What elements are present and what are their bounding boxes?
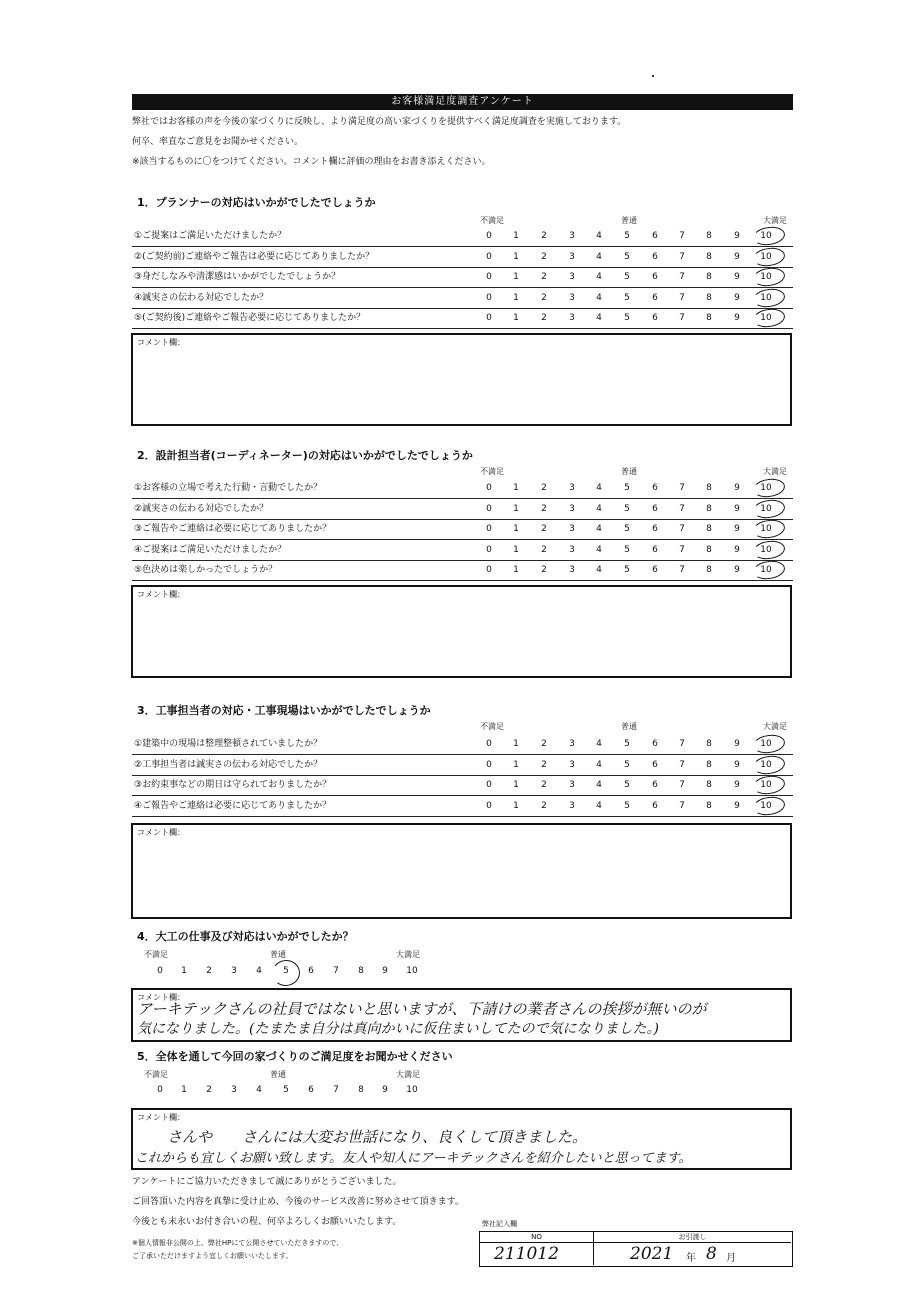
rating-option-4[interactable]: 4: [596, 272, 602, 282]
question-label: ①お客様の立場で考えた行動・言動でしたか？: [134, 483, 323, 493]
section-4-rating-option-1[interactable]: 1: [181, 966, 187, 976]
selected-rating-circle: [752, 518, 786, 540]
rating-option-9[interactable]: 9: [734, 503, 740, 514]
rating-option-7[interactable]: 7: [679, 780, 685, 790]
section-1-comment-label: コメント欄：: [137, 338, 185, 347]
rating-option-8[interactable]: 8: [706, 313, 712, 323]
section-4-comment-line-1: アーキテックさんの社員ではないと思いますが、下請けの業者さんの挨拶が無いのが: [137, 1000, 707, 1018]
rating-option-1[interactable]: 1: [513, 565, 519, 575]
rating-option-4[interactable]: 4: [596, 251, 602, 262]
question-row: [132, 288, 793, 309]
rating-option-4[interactable]: 4: [596, 503, 602, 514]
rating-option-8[interactable]: 8: [706, 524, 712, 534]
rating-option-0[interactable]: 0: [486, 800, 492, 811]
question-row: [132, 519, 793, 540]
rating-option-10[interactable]: 10: [760, 251, 772, 262]
rating-option-5[interactable]: 5: [624, 272, 630, 282]
section-5-rating-option-1[interactable]: 1: [181, 1085, 187, 1095]
section-4-comment-line-2: 気になりました。(たまたま自分は真向かいに仮住まいしてたので気になりました。): [137, 1021, 659, 1037]
rating-option-1[interactable]: 1: [513, 292, 519, 303]
selected-rating-circle: [752, 266, 786, 288]
rating-option-3[interactable]: 3: [569, 483, 575, 493]
section-4-rating-option-2[interactable]: 2: [206, 966, 212, 976]
office-divider: [593, 1232, 594, 1265]
question-row: [132, 267, 793, 288]
selected-rating-circle: [752, 497, 786, 519]
rating-option-1[interactable]: 1: [513, 800, 519, 811]
section-5-rating-option-10[interactable]: 10: [406, 1085, 418, 1095]
section-4-comment-label: コメント欄：: [137, 993, 185, 1002]
rating-option-10[interactable]: 10: [760, 313, 772, 323]
office-no-header: NO: [480, 1232, 594, 1243]
rating-option-1[interactable]: 1: [513, 739, 519, 749]
selected-rating-circle: [752, 245, 786, 267]
office-month-value[interactable]: 8: [706, 1244, 717, 1264]
rating-option-7[interactable]: 7: [679, 739, 685, 749]
section-3-comment-box[interactable]: [131, 823, 792, 919]
rating-option-4[interactable]: 4: [596, 483, 602, 493]
rating-option-8[interactable]: 8: [706, 503, 712, 514]
section-5-comment-line-1: さんや さんには大変お世話になり、良くして頂きました。: [167, 1128, 588, 1146]
question-label: ①建築中の現場は整理整頓されていましたか？: [134, 739, 323, 749]
rating-option-6[interactable]: 6: [652, 231, 658, 241]
section-4-rating-option-5[interactable]: 5: [283, 966, 289, 976]
question-label: ②(ご契約前)ご連絡やご報告は必要に応じてありましたか？: [134, 251, 375, 262]
question-row: [132, 308, 793, 329]
rating-option-2[interactable]: 2: [541, 739, 547, 749]
footer-line-3: 今後とも末永いお付き合いの程、何卒よろしくお願いいたします。: [132, 1217, 402, 1227]
rating-option-9[interactable]: 9: [734, 780, 740, 790]
rating-option-9[interactable]: 9: [734, 759, 740, 770]
section-5-comment-label: コメント欄：: [137, 1113, 185, 1122]
rating-option-9[interactable]: 9: [734, 544, 740, 555]
section-5-rating-option-5[interactable]: 5: [283, 1085, 289, 1095]
section-5-rating-option-7[interactable]: 7: [333, 1085, 339, 1095]
rating-option-2[interactable]: 2: [541, 292, 547, 303]
rating-option-3[interactable]: 3: [569, 231, 575, 241]
office-year-value[interactable]: 2021: [630, 1244, 674, 1264]
rating-option-2[interactable]: 2: [541, 483, 547, 493]
rating-option-10[interactable]: 10: [760, 739, 772, 749]
rating-option-10[interactable]: 10: [760, 780, 772, 790]
section-4-rating-option-6[interactable]: 6: [308, 966, 314, 976]
section-4-rating-option-0[interactable]: 0: [157, 966, 163, 976]
question-row: [132, 540, 793, 561]
office-handover-header: お引渡し: [594, 1232, 791, 1243]
rating-option-2[interactable]: 2: [541, 800, 547, 811]
rating-option-9[interactable]: 9: [734, 231, 740, 241]
rating-option-7[interactable]: 7: [679, 231, 685, 241]
rating-option-10[interactable]: 10: [760, 544, 772, 555]
rating-option-8[interactable]: 8: [706, 251, 712, 262]
section-4-rating-option-3[interactable]: 3: [231, 966, 237, 976]
rating-option-10[interactable]: 10: [760, 292, 772, 303]
rating-option-0[interactable]: 0: [486, 483, 492, 493]
page-title: お客様満足度調査アンケート: [132, 94, 793, 110]
section-5-rating-option-4[interactable]: 4: [256, 1085, 262, 1095]
rating-option-0[interactable]: 0: [486, 565, 492, 575]
question-row: [132, 796, 793, 817]
rating-option-4[interactable]: 4: [596, 800, 602, 811]
section-2-comment-box[interactable]: [131, 585, 792, 678]
rating-option-10[interactable]: 10: [760, 231, 772, 241]
rating-option-5[interactable]: 5: [624, 503, 630, 514]
rating-option-1[interactable]: 1: [513, 503, 519, 514]
rating-option-3[interactable]: 3: [569, 251, 575, 262]
section-2-scale-high: 大満足: [763, 467, 787, 476]
section-1-title: 1．プランナーの対応はいかがでしたでしょうか: [137, 196, 376, 209]
rating-option-2[interactable]: 2: [541, 524, 547, 534]
rating-option-4[interactable]: 4: [596, 524, 602, 534]
rating-option-3[interactable]: 3: [569, 313, 575, 323]
rating-option-2[interactable]: 2: [541, 780, 547, 790]
rating-option-10[interactable]: 10: [760, 759, 772, 770]
rating-option-4[interactable]: 4: [596, 780, 602, 790]
rating-option-1[interactable]: 1: [513, 272, 519, 282]
rating-option-7[interactable]: 7: [679, 292, 685, 303]
section-4-selected-rating-circle: [270, 958, 301, 988]
rating-option-9[interactable]: 9: [734, 313, 740, 323]
rating-option-8[interactable]: 8: [706, 800, 712, 811]
rating-option-0[interactable]: 0: [486, 759, 492, 770]
section-5-rating-option-3[interactable]: 3: [231, 1085, 237, 1095]
rating-option-6[interactable]: 6: [652, 780, 658, 790]
office-month-unit: 月: [726, 1253, 736, 1264]
rating-option-4[interactable]: 4: [596, 231, 602, 241]
rating-option-2[interactable]: 2: [541, 565, 547, 575]
selected-rating-circle: [752, 559, 786, 581]
rating-option-10[interactable]: 10: [760, 565, 772, 575]
rating-option-7[interactable]: 7: [679, 503, 685, 514]
rating-option-6[interactable]: 6: [652, 565, 658, 575]
rating-option-8[interactable]: 8: [706, 759, 712, 770]
rating-option-10[interactable]: 10: [760, 483, 772, 493]
question-label: ②工事担当者は誠実さの伝わる対応でしたか？: [134, 759, 323, 770]
rating-option-4[interactable]: 4: [596, 739, 602, 749]
rating-option-3[interactable]: 3: [569, 292, 575, 303]
selected-rating-circle: [752, 794, 786, 816]
rating-option-5[interactable]: 5: [624, 524, 630, 534]
rating-option-4[interactable]: 4: [596, 313, 602, 323]
question-label: ④ご報告やご連絡は必要に応じてありましたか？: [134, 800, 332, 811]
rating-option-0[interactable]: 0: [486, 272, 492, 282]
rating-option-9[interactable]: 9: [734, 251, 740, 262]
rating-option-5[interactable]: 5: [624, 800, 630, 811]
intro-line-1: 弊社ではお客様の声を今後の家づくりに反映し、より満足度の高い家づくりを提供すべく満足度調査を実施しております。: [132, 117, 627, 127]
section-5-comment-line-2: これからも宜しくお願い致します。友人や知人にアーキテックさんを紹介したいと思ってます。: [135, 1151, 692, 1166]
section-4-title: 4．大工の仕事及び対応はいかがでしたか？: [137, 930, 354, 943]
rating-option-9[interactable]: 9: [734, 524, 740, 534]
rating-option-6[interactable]: 6: [652, 272, 658, 282]
question-label: ③お約束事などの期日は守られておりましたか？: [134, 780, 332, 790]
rating-option-7[interactable]: 7: [679, 483, 685, 493]
rating-option-3[interactable]: 3: [569, 524, 575, 534]
section-5-comment-box[interactable]: [131, 1108, 792, 1170]
section-5-rating-option-6[interactable]: 6: [308, 1085, 314, 1095]
section-3-scale-low: 不満足: [480, 722, 504, 731]
rating-option-7[interactable]: 7: [679, 800, 685, 811]
rating-option-1[interactable]: 1: [513, 780, 519, 790]
section-1-comment-box[interactable]: [131, 333, 792, 426]
rating-option-8[interactable]: 8: [706, 565, 712, 575]
rating-option-6[interactable]: 6: [652, 544, 658, 555]
rating-option-4[interactable]: 4: [596, 544, 602, 555]
selected-rating-circle: [752, 753, 786, 775]
rating-option-7[interactable]: 7: [679, 251, 685, 262]
rating-option-0[interactable]: 0: [486, 524, 492, 534]
question-row: [132, 755, 793, 776]
intro-line-3: ※該当するものに〇をつけてください。コメント欄に評価の理由をお書き添えください。: [132, 157, 491, 167]
rating-option-8[interactable]: 8: [706, 231, 712, 241]
question-row: [132, 560, 793, 581]
rating-option-8[interactable]: 8: [706, 739, 712, 749]
question-row: [132, 226, 793, 247]
rating-option-2[interactable]: 2: [541, 759, 547, 770]
rating-option-1[interactable]: 1: [513, 759, 519, 770]
section-5-rating-option-0[interactable]: 0: [157, 1085, 163, 1095]
rating-option-5[interactable]: 5: [624, 483, 630, 493]
selected-rating-circle: [752, 538, 786, 560]
footer-note-1: ※個人情報非公開の上、弊社HPにて公開させていただきますので、: [132, 1239, 344, 1247]
question-label: ④誠実さの伝わる対応でしたか？: [134, 292, 269, 303]
section-5-scale-mid: 普通: [270, 1070, 286, 1079]
rating-option-6[interactable]: 6: [652, 251, 658, 262]
rating-option-3[interactable]: 3: [569, 272, 575, 282]
question-label: ⑤(ご契約後)ご連絡やご報告必要に応じてありましたか？: [134, 313, 366, 323]
rating-option-6[interactable]: 6: [652, 524, 658, 534]
section-5-title: 5．全体を通して今回の家づくりのご満足度をお聞かせください: [137, 1050, 453, 1063]
rating-option-7[interactable]: 7: [679, 544, 685, 555]
rating-option-2[interactable]: 2: [541, 503, 547, 514]
question-label: ⑤色決めは楽しかったでしょうか？: [134, 565, 278, 575]
selected-rating-circle: [752, 307, 786, 329]
rating-option-9[interactable]: 9: [734, 565, 740, 575]
rating-option-6[interactable]: 6: [652, 292, 658, 303]
rating-option-9[interactable]: 9: [734, 739, 740, 749]
section-3-scale-high: 大満足: [763, 722, 787, 731]
rating-option-0[interactable]: 0: [486, 251, 492, 262]
section-4-scale-mid: 普通: [270, 950, 286, 959]
rating-option-9[interactable]: 9: [734, 800, 740, 811]
section-4-rating-option-8[interactable]: 8: [358, 966, 364, 976]
rating-option-4[interactable]: 4: [596, 565, 602, 575]
rating-option-0[interactable]: 0: [486, 739, 492, 749]
rating-option-7[interactable]: 7: [679, 272, 685, 282]
rating-option-6[interactable]: 6: [652, 800, 658, 811]
rating-option-6[interactable]: 6: [652, 503, 658, 514]
rating-option-10[interactable]: 10: [760, 524, 772, 534]
question-row: [132, 499, 793, 520]
section-1-scale-low: 不満足: [480, 216, 504, 225]
rating-option-1[interactable]: 1: [513, 313, 519, 323]
section-3-scale-mid: 普通: [621, 722, 637, 731]
rating-option-8[interactable]: 8: [706, 292, 712, 303]
selected-rating-circle: [752, 286, 786, 308]
section-5-scale-high: 大満足: [396, 1070, 420, 1079]
rating-option-4[interactable]: 4: [596, 759, 602, 770]
rating-option-2[interactable]: 2: [541, 313, 547, 323]
rating-option-0[interactable]: 0: [486, 544, 492, 555]
section-2-title: 2．設計担当者(コーディネーター)の対応はいかがでしたでしょうか: [137, 449, 473, 462]
footer-note-2: ご了承いただけますよう宜しくお願いいたします。: [132, 1252, 293, 1260]
rating-option-6[interactable]: 6: [652, 483, 658, 493]
rating-option-8[interactable]: 8: [706, 272, 712, 282]
selected-rating-circle: [752, 225, 786, 247]
rating-option-4[interactable]: 4: [596, 292, 602, 303]
question-label: ③ご報告やご連絡は必要に応じてありましたか？: [134, 524, 332, 534]
rating-option-5[interactable]: 5: [624, 544, 630, 555]
question-label: ③身だしなみや清潔感はいかがでしたでしょうか？: [134, 272, 341, 282]
rating-option-10[interactable]: 10: [760, 272, 772, 282]
question-row: [132, 734, 793, 755]
selected-rating-circle: [752, 733, 786, 755]
section-1-scale-high: 大満足: [763, 216, 787, 225]
section-3-title: 3．工事担当者の対応・工事現場はいかがでしたでしょうか: [137, 704, 431, 717]
office-use-label: 弊社記入欄: [482, 1220, 517, 1228]
rating-option-8[interactable]: 8: [706, 780, 712, 790]
question-label: ②誠実さの伝わる対応でしたか？: [134, 503, 269, 514]
section-4-scale-low: 不満足: [144, 950, 168, 959]
rating-option-2[interactable]: 2: [541, 544, 547, 555]
question-row: [132, 478, 793, 499]
rating-option-3[interactable]: 3: [569, 565, 575, 575]
rating-option-3[interactable]: 3: [569, 759, 575, 770]
office-use-table: [479, 1231, 793, 1267]
rating-option-1[interactable]: 1: [513, 544, 519, 555]
question-label: ①ご提案はご満足いただけましたか？: [134, 231, 287, 241]
office-year-unit: 年: [686, 1253, 696, 1264]
rating-option-1[interactable]: 1: [513, 524, 519, 534]
rating-option-5[interactable]: 5: [624, 759, 630, 770]
section-2-comment-label: コメント欄：: [137, 590, 185, 599]
rating-option-5[interactable]: 5: [624, 313, 630, 323]
section-2-scale-low: 不満足: [480, 467, 504, 476]
section-4-rating-option-4[interactable]: 4: [256, 966, 262, 976]
rating-option-7[interactable]: 7: [679, 565, 685, 575]
section-3-comment-label: コメント欄：: [137, 828, 185, 837]
rating-option-1[interactable]: 1: [513, 483, 519, 493]
rating-option-6[interactable]: 6: [652, 313, 658, 323]
rating-option-2[interactable]: 2: [541, 251, 547, 262]
section-1-scale-mid: 普通: [621, 216, 637, 225]
section-4-rating-option-9[interactable]: 9: [382, 966, 388, 976]
rating-option-1[interactable]: 1: [513, 231, 519, 241]
office-no-value[interactable]: 211012: [494, 1244, 559, 1264]
rating-option-9[interactable]: 9: [734, 272, 740, 282]
question-row: [132, 247, 793, 268]
rating-option-10[interactable]: 10: [760, 503, 772, 514]
rating-option-0[interactable]: 0: [486, 292, 492, 303]
rating-option-5[interactable]: 5: [624, 780, 630, 790]
section-4-comment-box[interactable]: [131, 988, 792, 1042]
section-4-scale-high: 大満足: [396, 950, 420, 959]
footer-line-2: ご回答頂いた内容を真摯に受け止め、今後のサービス改善に努めさせて頂きます。: [132, 1197, 464, 1207]
question-row: [132, 775, 793, 796]
rating-option-9[interactable]: 9: [734, 483, 740, 493]
selected-rating-circle: [752, 477, 786, 499]
rating-option-3[interactable]: 3: [569, 739, 575, 749]
rating-option-7[interactable]: 7: [679, 313, 685, 323]
rating-option-7[interactable]: 7: [679, 759, 685, 770]
rating-option-0[interactable]: 0: [486, 780, 492, 790]
rating-option-2[interactable]: 2: [541, 231, 547, 241]
rating-option-10[interactable]: 10: [760, 800, 772, 811]
rating-option-0[interactable]: 0: [486, 313, 492, 323]
rating-option-1[interactable]: 1: [513, 251, 519, 262]
section-5-rating-option-2[interactable]: 2: [206, 1085, 212, 1095]
section-5-rating-option-9[interactable]: 9: [382, 1085, 388, 1095]
stray-mark: [652, 75, 654, 77]
rating-option-8[interactable]: 8: [706, 483, 712, 493]
section-2-scale-mid: 普通: [621, 467, 637, 476]
footer-line-1: アンケートにご協力いただきまして誠にありがとうございました。: [132, 1177, 402, 1187]
rating-option-6[interactable]: 6: [652, 739, 658, 749]
rating-option-0[interactable]: 0: [486, 503, 492, 514]
rating-option-3[interactable]: 3: [569, 544, 575, 555]
section-5-rating-option-8[interactable]: 8: [358, 1085, 364, 1095]
selected-rating-circle: [752, 774, 786, 796]
rating-option-2[interactable]: 2: [541, 272, 547, 282]
intro-line-2: 何卒、率直なご意見をお聞かせください。: [132, 137, 304, 147]
rating-option-6[interactable]: 6: [652, 759, 658, 770]
rating-option-5[interactable]: 5: [624, 292, 630, 303]
rating-option-5[interactable]: 5: [624, 565, 630, 575]
rating-option-9[interactable]: 9: [734, 292, 740, 303]
section-5-scale-low: 不満足: [144, 1070, 168, 1079]
section-4-rating-option-7[interactable]: 7: [333, 966, 339, 976]
rating-option-5[interactable]: 5: [624, 231, 630, 241]
question-label: ④ご提案はご満足いただけましたか？: [134, 544, 287, 555]
rating-option-5[interactable]: 5: [624, 739, 630, 749]
rating-option-7[interactable]: 7: [679, 524, 685, 534]
rating-option-3[interactable]: 3: [569, 780, 575, 790]
rating-option-3[interactable]: 3: [569, 800, 575, 811]
section-4-rating-option-10[interactable]: 10: [406, 966, 418, 976]
rating-option-0[interactable]: 0: [486, 231, 492, 241]
rating-option-3[interactable]: 3: [569, 503, 575, 514]
rating-option-5[interactable]: 5: [624, 251, 630, 262]
rating-option-8[interactable]: 8: [706, 544, 712, 555]
